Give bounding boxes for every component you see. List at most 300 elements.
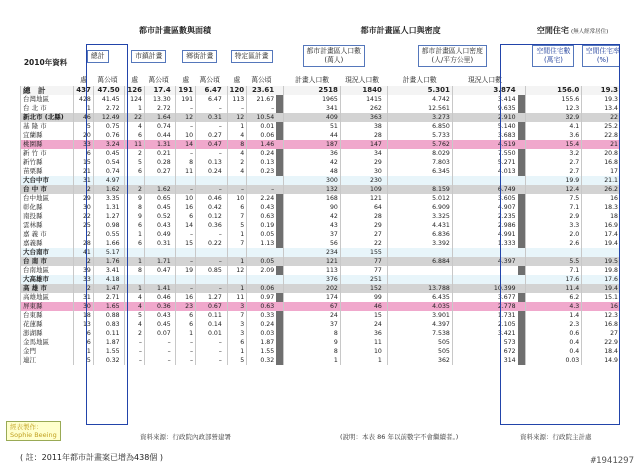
table-cell: 0.01 (247, 122, 277, 131)
table-cell: – (176, 356, 196, 365)
table-cell: 7 (227, 212, 247, 221)
table-cell: 0.14 (196, 320, 224, 329)
table-cell: 42 (284, 212, 341, 221)
table-row (21, 140, 621, 149)
table-cell: 0.07 (144, 329, 172, 338)
table-cell: 13.4 (582, 104, 620, 113)
table-cell: 5 (125, 158, 145, 167)
year-label: 2010年資料 (23, 57, 68, 67)
table-cell: 38 (340, 122, 384, 131)
sub-area: 萬公頃 (97, 75, 118, 84)
table-cell (452, 248, 517, 257)
table-cell: 14 (176, 221, 196, 230)
table-cell: 15.4 (525, 140, 582, 149)
table-cell: 4 (227, 149, 247, 158)
table-cell: 1.13 (247, 239, 277, 248)
table-cell: 6.749 (452, 185, 517, 194)
table-cell: 12 (176, 113, 196, 122)
table-cell: 22.8 (582, 131, 620, 140)
table-cell: 1 (125, 104, 145, 113)
table-cell (125, 248, 145, 257)
table-cell: 5.17 (93, 248, 121, 257)
table-cell (387, 266, 452, 275)
table-cell: 6 (176, 320, 196, 329)
table-cell: – (176, 122, 196, 131)
table-cell: 0.06 (247, 284, 277, 293)
table-cell: – (196, 284, 224, 293)
table-cell: 21.1 (582, 176, 620, 185)
table-cell: 1.31 (93, 203, 121, 212)
table-cell: 0.47 (196, 140, 224, 149)
table-cell: 0.36 (144, 302, 172, 311)
table-cell: 376 (284, 275, 341, 284)
table-row (21, 212, 621, 221)
table-cell: 3.414 (452, 95, 517, 104)
table-cell: 3 (227, 320, 247, 329)
table-cell: 37 (284, 320, 341, 329)
table-cell: 0.03 (247, 329, 277, 338)
table-row (21, 338, 621, 347)
table-cell: 5 (227, 221, 247, 230)
table-cell: 1.27 (196, 293, 224, 302)
table-cell: 16 (582, 194, 620, 203)
table-cell: 2.0 (525, 230, 582, 239)
table-cell: 1 (74, 347, 94, 356)
table-cell: 28 (74, 239, 94, 248)
credit-box: 經表製作： Sophie Beeing (6, 421, 61, 441)
table-cell: 0.44 (144, 131, 172, 140)
table-cell: 8 (176, 158, 196, 167)
table-cell: 234 (284, 248, 341, 257)
row-label: 基 隆 市 (21, 122, 71, 131)
table-cell: 2.71 (93, 293, 121, 302)
urban-planning-table (20, 24, 620, 365)
table-cell: 124 (125, 95, 145, 104)
table-cell: 113 (284, 266, 341, 275)
table-cell (452, 266, 517, 275)
table-cell: 8.159 (387, 185, 452, 194)
table-cell: 0.67 (196, 302, 224, 311)
row-label: 彰化縣 (21, 203, 71, 212)
row-label: 大台中市 (21, 176, 71, 185)
table-cell: 109 (340, 185, 384, 194)
table-cell: 7.1 (525, 266, 582, 275)
sub-count: 處 (80, 75, 87, 84)
table-cell: 2 (74, 284, 94, 293)
table-cell: 147 (340, 140, 384, 149)
table-cell: 1 (125, 230, 145, 239)
table-row (21, 311, 621, 320)
table-cell: 5.140 (452, 122, 517, 131)
table-cell: 25.2 (582, 122, 620, 131)
table-cell: 5.271 (452, 158, 517, 167)
table-cell: 6 (74, 149, 94, 158)
table-cell (452, 275, 517, 284)
group3-title: 空閒住宅 (536, 25, 569, 35)
table-cell: 19.8 (582, 266, 620, 275)
table-cell: 121 (284, 257, 341, 266)
table-cell: 1840 (340, 86, 384, 95)
table-cell: 0.12 (196, 212, 224, 221)
table-cell: 505 (387, 347, 452, 356)
table-cell: 0.13 (196, 158, 224, 167)
table-cell: 7 (227, 239, 247, 248)
table-cell: 0.32 (93, 356, 121, 365)
table-cell: 3.874 (452, 86, 517, 95)
table-cell: 22 (340, 239, 384, 248)
table-cell: 19 (176, 266, 196, 275)
table-cell: 262 (340, 104, 384, 113)
table-cell: 1.333 (452, 239, 517, 248)
row-label: 花蓮縣 (21, 320, 71, 329)
table-cell: 36 (340, 329, 384, 338)
table-cell: 46 (74, 113, 94, 122)
table-cell: 3.421 (452, 329, 517, 338)
table-cell: – (227, 185, 247, 194)
table-cell: 19.4 (582, 239, 620, 248)
source-note-2: (說明：本表 86 年以前數字不會繼續者。) (340, 433, 459, 441)
table-cell: 12.4 (525, 185, 582, 194)
table-cell: 23 (176, 302, 196, 311)
table-cell: 4 (227, 167, 247, 176)
table-cell: 4 (227, 131, 247, 140)
table-cell: 29 (340, 158, 384, 167)
table-cell: 16.9 (582, 221, 620, 230)
table-cell (144, 275, 172, 284)
table-cell: 21 (582, 140, 620, 149)
table-cell: – (196, 185, 224, 194)
table-cell: 77 (340, 266, 384, 275)
table-cell: 8 (284, 329, 341, 338)
table-cell: 0.85 (196, 266, 224, 275)
table-cell: 1.71 (144, 257, 172, 266)
table-cell: 1 (227, 347, 247, 356)
table-cell: 174 (284, 293, 341, 302)
sub-plan-pop: 計畫人口數 (295, 75, 330, 84)
table-cell: 7.550 (452, 149, 517, 158)
table-cell: 0.05 (247, 257, 277, 266)
table-cell: – (196, 122, 224, 131)
table-cell: 8 (227, 140, 247, 149)
table-cell (525, 248, 582, 257)
table-cell: – (176, 347, 196, 356)
table-cell: 1.64 (144, 113, 172, 122)
table-cell: 0.43 (144, 221, 172, 230)
table-cell: 126 (125, 86, 145, 95)
table-cell (196, 176, 224, 185)
table-cell: 155.6 (525, 95, 582, 104)
col-township-header: 鄉街計畫 (182, 50, 217, 63)
table-cell: 3.392 (387, 239, 452, 248)
table-cell: 17.4 (582, 230, 620, 239)
table-cell: 0.54 (93, 158, 121, 167)
table-cell: 2.24 (247, 194, 277, 203)
table-cell: 6.47 (196, 86, 224, 95)
table-cell: 5.012 (387, 194, 452, 203)
table-cell: 29 (340, 221, 384, 230)
table-cell: 0.74 (93, 167, 121, 176)
table-cell: 0.88 (93, 311, 121, 320)
table-cell: – (144, 347, 172, 356)
table-cell: 1 (74, 104, 94, 113)
table-row (21, 293, 621, 302)
table-cell: 12.3 (582, 311, 620, 320)
table-cell: 3.325 (387, 212, 452, 221)
table-cell: – (227, 104, 247, 113)
table-cell: 30 (340, 167, 384, 176)
table-cell: 0.43 (144, 311, 172, 320)
table-cell: 24 (284, 311, 341, 320)
table-cell: 16 (176, 293, 196, 302)
table-cell: 4.431 (387, 221, 452, 230)
table-cell: 437 (74, 86, 94, 95)
table-cell: 3.677 (452, 293, 517, 302)
table-cell: 15.1 (582, 293, 620, 302)
table-cell: 0.65 (144, 194, 172, 203)
table-cell: 0.6 (525, 329, 582, 338)
table-cell: 2 (74, 230, 94, 239)
table-cell: 51 (284, 122, 341, 131)
table-cell: 6.836 (387, 230, 452, 239)
table-row (21, 275, 621, 284)
col-density-header: 都市計畫區人口密度 (人/平方公里) (418, 45, 487, 67)
table-row (21, 122, 621, 131)
row-label: 嘉義縣 (21, 239, 71, 248)
table-cell: 362 (387, 356, 452, 365)
table-cell: 3.24 (93, 140, 121, 149)
table-row (21, 356, 621, 365)
table-cell: 1 (125, 284, 145, 293)
row-label: 金馬地區 (21, 338, 71, 347)
table-cell: 8 (125, 203, 145, 212)
table-cell (387, 275, 452, 284)
table-cell (227, 275, 247, 284)
table-cell: 15 (176, 239, 196, 248)
table-cell: 0.28 (144, 158, 172, 167)
table-cell: 2 (125, 149, 145, 158)
table-cell: 22 (582, 113, 620, 122)
table-cell: 9 (125, 212, 145, 221)
col-vacant-rate-header: 空閒住宅率 (%) (582, 45, 620, 67)
row-label: 大台南市 (21, 248, 71, 257)
table-cell: 19.5 (582, 257, 620, 266)
table-cell: 1415 (340, 95, 384, 104)
table-cell: 2 (74, 185, 94, 194)
table-cell: 341 (284, 104, 341, 113)
table-cell: 0.24 (196, 167, 224, 176)
table-cell: 0.31 (196, 113, 224, 122)
table-cell: 4 (125, 293, 145, 302)
table-row (21, 239, 621, 248)
table-cell: 15 (74, 158, 94, 167)
table-cell: 2.910 (452, 113, 517, 122)
table-cell: 34 (340, 149, 384, 158)
table-cell: 7.5 (525, 194, 582, 203)
table-cell: 5 (227, 356, 247, 365)
row-label: 大高雄市 (21, 275, 71, 284)
statistics-table-area (20, 24, 620, 365)
table-cell (387, 248, 452, 257)
table-cell: 0.22 (196, 239, 224, 248)
table-cell: 5 (125, 311, 145, 320)
table-cell: 90 (284, 203, 341, 212)
table-cell: 1 (227, 230, 247, 239)
table-cell: 1.46 (247, 140, 277, 149)
table-cell: 29 (74, 194, 94, 203)
table-cell: 0.47 (144, 266, 172, 275)
table-cell (387, 176, 452, 185)
table-cell: 230 (340, 176, 384, 185)
col-plan-pop-header: 都市計畫區人口數 (萬人) (303, 45, 365, 67)
table-cell: 2.105 (452, 320, 517, 329)
table-row (21, 230, 621, 239)
table-cell: 6.435 (387, 293, 452, 302)
table-cell: 3.2 (525, 149, 582, 158)
table-cell: 4.991 (452, 230, 517, 239)
table-cell: 5.733 (387, 131, 452, 140)
table-cell: 17.6 (525, 275, 582, 284)
table-cell: – (176, 257, 196, 266)
table-cell: 20.8 (582, 149, 620, 158)
table-cell: 17.6 (582, 275, 620, 284)
table-cell: – (196, 257, 224, 266)
table-cell: – (196, 338, 224, 347)
table-cell: 20 (74, 131, 94, 140)
table-cell: 1.27 (93, 212, 121, 221)
footnote: ( 註：2011年都市計畫案已增為438個 ) (20, 453, 163, 462)
table-cell: 18.3 (582, 203, 620, 212)
table-cell: 6 (74, 338, 94, 347)
table-row (21, 302, 621, 311)
source-note-3: 資料來源：行政院主計處 (520, 433, 592, 441)
table-cell: 0.23 (247, 167, 277, 176)
table-cell: – (176, 185, 196, 194)
table-cell: 0.49 (144, 230, 172, 239)
table-cell: 2.6 (525, 239, 582, 248)
table-cell: 1.4 (525, 311, 582, 320)
table-cell: 1 (284, 356, 341, 365)
table-cell: 56 (284, 239, 341, 248)
table-cell (582, 248, 620, 257)
table-cell: 1 (227, 284, 247, 293)
table-cell: – (125, 347, 145, 356)
table-cell: 0.97 (247, 293, 277, 302)
table-cell: 1.87 (247, 338, 277, 347)
sub-area: 萬公頃 (148, 75, 169, 84)
table-cell: 187 (284, 140, 341, 149)
col-city-header: 市鎮計畫 (131, 50, 166, 63)
table-cell (176, 275, 196, 284)
table-cell: 24 (340, 320, 384, 329)
table-cell: 8.029 (387, 149, 452, 158)
table-cell: 4.013 (452, 167, 517, 176)
table-cell: 27 (340, 230, 384, 239)
table-cell: 505 (387, 338, 452, 347)
table-cell: 0.01 (196, 329, 224, 338)
table-cell: 19.4 (582, 284, 620, 293)
table-cell: 2.72 (144, 104, 172, 113)
row-label: 金門 (21, 347, 71, 356)
table-cell: 44 (284, 131, 341, 140)
table-cell: 21.67 (247, 95, 277, 104)
table-row (21, 320, 621, 329)
table-cell: 4.035 (387, 302, 452, 311)
table-cell: 9.635 (452, 104, 517, 113)
table-cell: 1.31 (144, 140, 172, 149)
table-cell: – (144, 338, 172, 347)
sub-count: 處 (233, 75, 241, 84)
table-cell: 25 (74, 221, 94, 230)
table-row (21, 185, 621, 194)
table-cell: 99 (340, 293, 384, 302)
table-cell: 14 (176, 140, 196, 149)
table-cell: 10 (176, 194, 196, 203)
table-cell: 0.55 (93, 230, 121, 239)
table-cell: 30 (74, 302, 94, 311)
table-cell: 121 (340, 194, 384, 203)
table-cell: 8 (284, 347, 341, 356)
table-cell (176, 176, 196, 185)
table-cell: 672 (452, 347, 517, 356)
table-cell: 1 (227, 122, 247, 131)
table-cell: – (176, 149, 196, 158)
table-cell: 11 (340, 338, 384, 347)
table-cell: 6.850 (387, 122, 452, 131)
table-cell: 4.397 (452, 257, 517, 266)
table-cell: 6.2 (525, 293, 582, 302)
table-row (21, 104, 621, 113)
table-cell: 14.9 (582, 356, 620, 365)
table-cell: 0.36 (196, 221, 224, 230)
table-cell (125, 275, 145, 284)
table-cell: 12 (227, 266, 247, 275)
table-cell: 2 (125, 185, 145, 194)
row-label: 連江 (21, 356, 71, 365)
col-special-header: 特定區計畫 (231, 50, 273, 63)
table-cell: 19.9 (525, 176, 582, 185)
table-cell: 1.66 (93, 239, 121, 248)
table-cell: 2.7 (525, 158, 582, 167)
table-cell: 6.884 (387, 257, 452, 266)
table-cell: 4.742 (387, 95, 452, 104)
table-cell: 0.11 (196, 311, 224, 320)
table-row (21, 113, 621, 122)
table-cell: 18.4 (582, 347, 620, 356)
column-header-row (21, 38, 621, 74)
table-cell: 1.76 (93, 257, 121, 266)
table-cell: 4.907 (452, 203, 517, 212)
table-cell: 314 (452, 356, 517, 365)
table-cell: 2.3 (525, 320, 582, 329)
table-cell: 28 (340, 131, 384, 140)
table-cell: 0.46 (144, 293, 172, 302)
row-label: 宜蘭縣 (21, 131, 71, 140)
table-cell: 19.3 (582, 95, 620, 104)
table-cell: 1 (227, 257, 247, 266)
table-cell: 4.1 (525, 122, 582, 131)
table-cell: 47.50 (93, 86, 121, 95)
table-cell: 13.788 (387, 284, 452, 293)
sub-area: 萬公頃 (199, 75, 220, 84)
table-row (21, 347, 621, 356)
table-cell (196, 248, 224, 257)
table-cell: 0.03 (525, 356, 582, 365)
table-cell: 0.33 (247, 311, 277, 320)
source-note-1: 資料來源：行政院內政部營建署 (140, 433, 231, 441)
table-cell: 4 (125, 122, 145, 131)
table-cell (125, 176, 145, 185)
table-cell: 6 (227, 338, 247, 347)
